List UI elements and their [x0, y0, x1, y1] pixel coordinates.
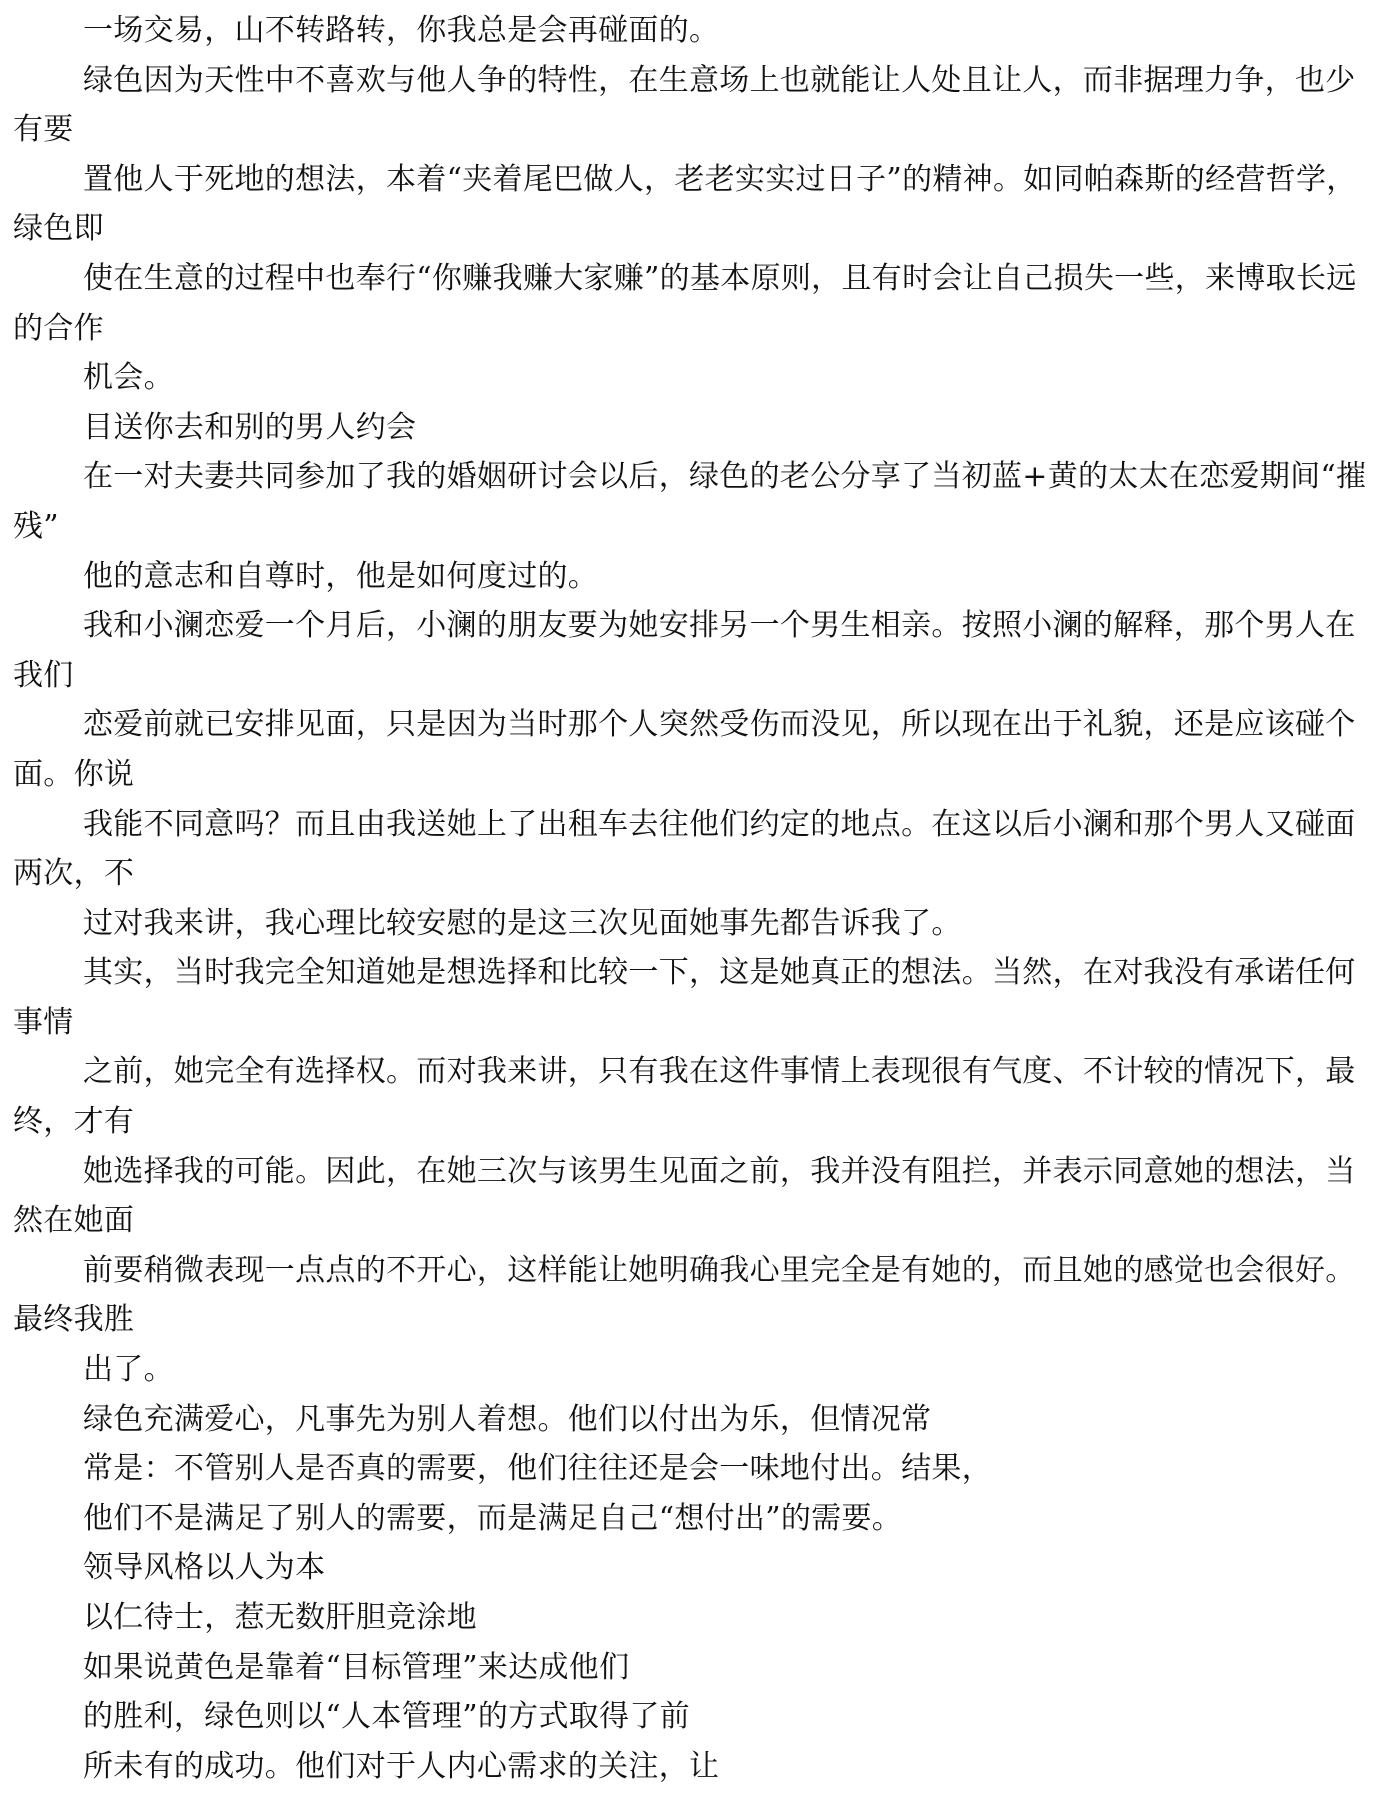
- paragraph-12: 过对我来讲，我心理比较安慰的是这三次见面她事先都告诉我了。: [83, 905, 962, 941]
- paragraph-19: 常是：不管别人是否真的需要，他们往往还是会一味地付出。结果，: [83, 1451, 992, 1487]
- paragraph-17: 出了。: [83, 1352, 174, 1388]
- section-heading-leadership: 领导风格以人为本: [83, 1550, 326, 1586]
- paragraph-1: 一场交易，山不转路转，你我总是会再碰面的。: [83, 13, 720, 48]
- paragraph-25: 所未有的成功。他们对于人内心需求的关注，让: [83, 1748, 720, 1784]
- document-page: [13, 6, 1380, 1791]
- section-heading: 目送你去和别的男人约会: [83, 409, 417, 445]
- paragraph-7: 在一对夫妻共同参加了我的婚姻研讨会以后，绿色的老公分享了当初蓝+黄的太太在恋爱期间“摧残”: [13, 459, 1367, 544]
- paragraph-5: 机会。: [83, 360, 174, 396]
- paragraph-18: 绿色充满爱心，凡事先为别人着想。他们以付出为乐，但情况常: [83, 1401, 932, 1437]
- paragraph-8: 他的意志和自尊时，他是如何度过的。: [83, 558, 599, 594]
- paragraph-10: 恋爱前就已安排见面，只是因为当时那个人突然受伤而没见，所以现在出于礼貌，还是应该碰个面。你说: [13, 707, 1356, 792]
- paragraph-2: 绿色因为天性中不喜欢与他人争的特性，在生意场上也就能让人处且让人，而非据理力争，也少有要: [13, 62, 1356, 148]
- paragraph-15: 她选择我的可能。因此，在她三次与该男生见面之前，我并没有阻拦，并表示同意她的想法，当然在她面: [13, 1153, 1356, 1239]
- paragraph-14: 之前，她完全有选择权。而对我来讲，只有我在这件事情上表现很有气度、不计较的情况下，最终，才有: [13, 1054, 1356, 1140]
- paragraph-23: 如果说黄色是靠着“目标管理”来达成他们: [83, 1649, 630, 1685]
- paragraph-9: 我和小澜恋爱一个月后，小澜的朋友要为她安排另一个男生相亲。按照小澜的解释，那个男人在我们: [13, 608, 1356, 693]
- paragraph-13: 其实，当时我完全知道她是想选择和比较一下，这是她真正的想法。当然，在对我没有承诺任何事情: [13, 955, 1356, 1040]
- paragraph-24: 的胜利，绿色则以“人本管理”的方式取得了前: [83, 1699, 690, 1735]
- paragraph-4: 使在生意的过程中也奉行“你赚我赚大家赚”的基本原则，且有时会让自己损失一些，来博取长远的合作: [13, 260, 1357, 346]
- section-subheading: 以仁待士，惹无数肝胆竞涂地: [83, 1600, 477, 1635]
- paragraph-11: 我能不同意吗？而且由我送她上了出租车去往他们约定的地点。在这以后小澜和那个男人又碰面两次，不: [13, 806, 1356, 892]
- paragraph-3: 置他人于死地的想法，本着“夹着尾巴做人，老老实实过日子”的精神。如同帕森斯的经营哲学，绿色即: [13, 161, 1357, 247]
- paragraph-20: 他们不是满足了别人的需要，而是满足自己“想付出”的需要。: [83, 1500, 903, 1536]
- paragraph-16: 前要稍微表现一点点的不开心，这样能让她明确我心里完全是有她的，而且她的感觉也会很好。最终我胜: [13, 1252, 1356, 1338]
